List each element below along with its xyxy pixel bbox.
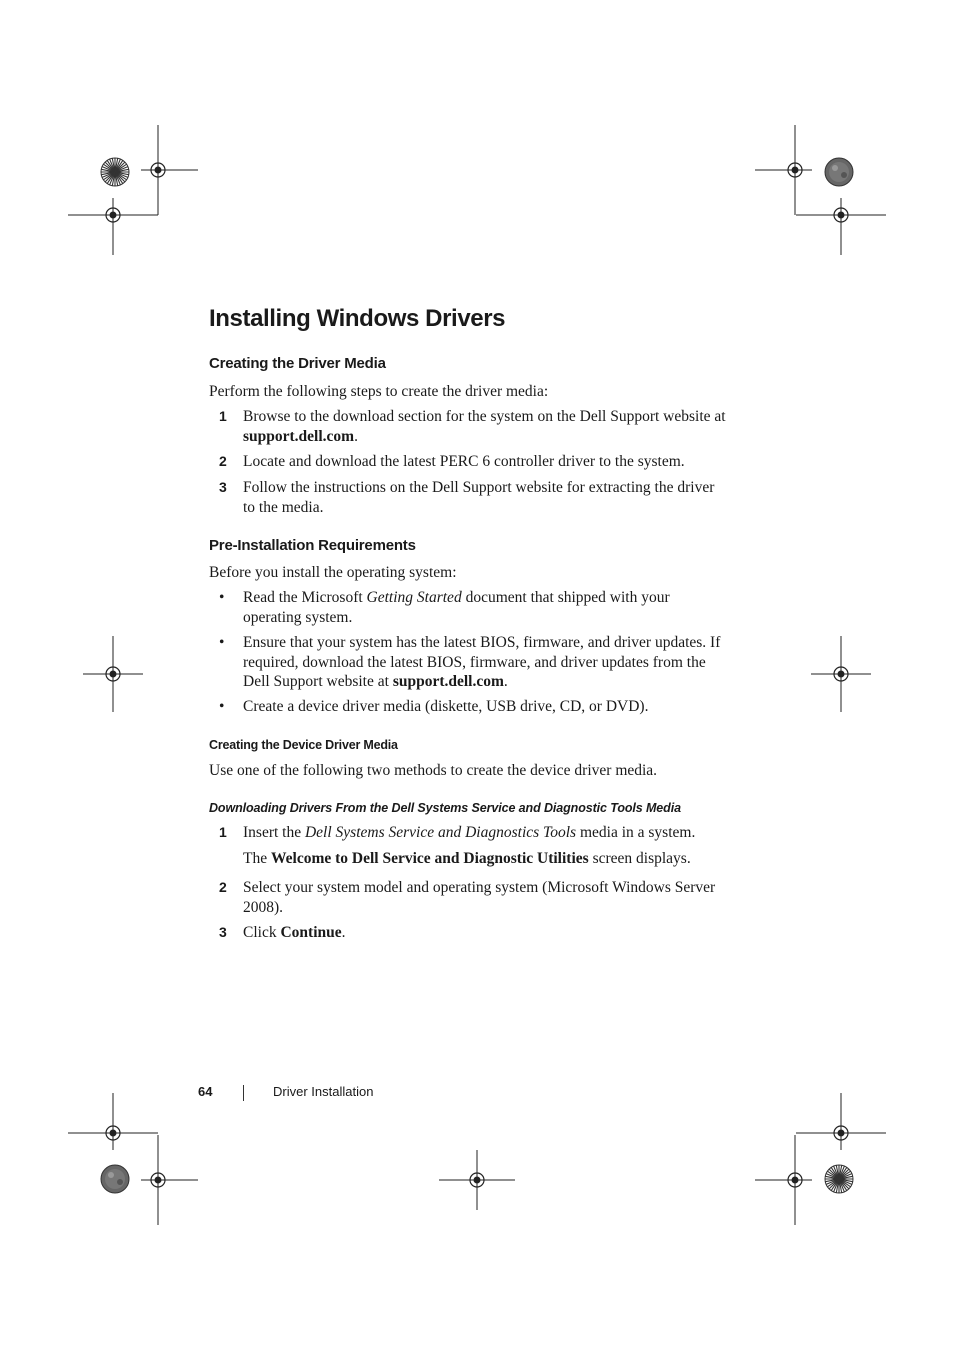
section-heading-preinstall: Pre-Installation Requirements: [209, 537, 416, 554]
step-item: 1 Browse to the download section for the system on the Dell Support website at support.dell.com.: [219, 408, 726, 445]
bullet-item: • Read the Microsoft Getting Started document that shipped with your operating system.: [219, 589, 670, 626]
step-number: 3: [219, 479, 227, 495]
support-link-text: support.dell.com: [243, 427, 355, 445]
step-item: [209, 452, 729, 472]
bullet-icon: •: [219, 634, 225, 651]
step-number: 2: [219, 879, 227, 895]
step-text: Locate and download the latest PERC 6 controller driver to the system.: [243, 453, 685, 470]
step-item: 3 Click Continue.: [219, 924, 346, 941]
page-title: Installing Windows Drivers: [209, 305, 506, 332]
bullet-icon: •: [219, 698, 225, 715]
step-text: Browse to the download section for the system on the Dell Support website at: [243, 408, 726, 425]
support-link-text: support.dell.com: [392, 673, 504, 690]
step-number: 3: [219, 924, 227, 940]
step-item: [209, 478, 729, 517]
subsection-heading-device-media: Creating the Device Driver Media: [209, 738, 398, 752]
bullet-icon: •: [219, 589, 225, 606]
section-intro: Before you install the operating system:: [209, 564, 457, 581]
page-number: 64: [198, 1084, 213, 1099]
section-heading-driver-media: Creating the Driver Media: [209, 355, 386, 372]
step-item: 2 Select your system model and operating system (Microsoft Windows Server 2008).: [219, 879, 716, 916]
step-text: Follow the instructions on the Dell Support website for extracting the driver to the media.: [243, 479, 715, 516]
footer-divider: [243, 1085, 244, 1101]
subsection-heading-downloading: Downloading Drivers From the Dell Systems Service and Diagnostic Tools Media: [209, 801, 681, 815]
step-item: 1 Insert the Dell Systems Service and Diagnostics Tools media in a system.: [219, 824, 696, 841]
footer-section-title: Driver Installation: [273, 1084, 374, 1099]
step-number: 2: [219, 453, 227, 469]
step-number: 1: [219, 408, 227, 424]
section-intro: Use one of the following two methods to create the device driver media.: [209, 762, 658, 779]
section-intro: Perform the following steps to create the driver media:: [209, 383, 549, 400]
step-note: The Welcome to Dell Service and Diagnostic Utilities screen displays.: [243, 850, 691, 867]
bullet-item: • Create a device driver media (diskette, USB drive, CD, or DVD).: [219, 698, 649, 715]
bullet-item: • Ensure that your system has the latest BIOS, firmware, and driver updates. If required, download the latest BIOS, firmware, and driver updates from the Dell Support website at support.dell.com.: [219, 634, 721, 690]
step-number: 1: [219, 824, 227, 840]
